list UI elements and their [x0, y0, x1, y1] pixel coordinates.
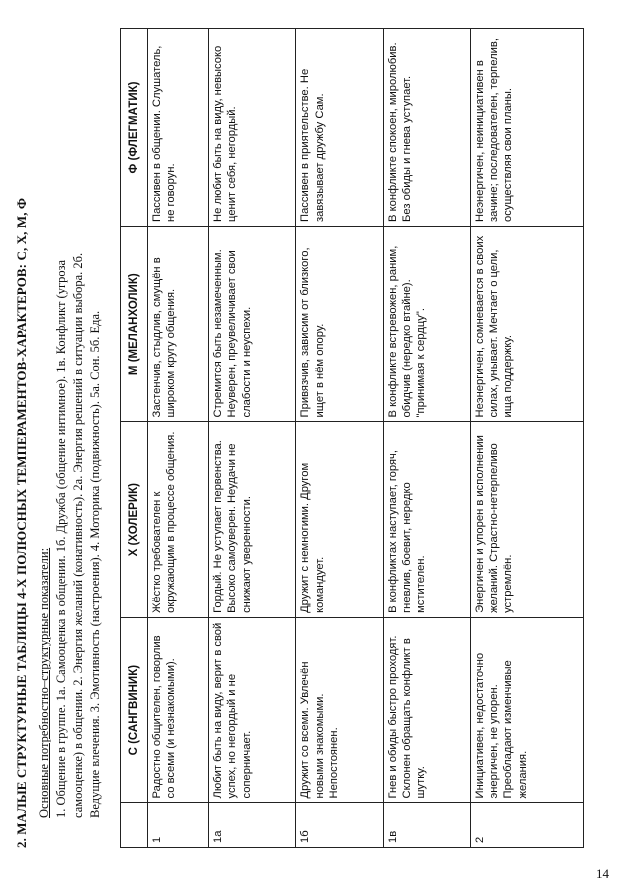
table-cell: Гордый. Не уступает первенства. Высоко самоуверен. Неудачи не снижают уверенности.	[209, 422, 296, 617]
row-label: 2	[470, 803, 583, 848]
table-cell: Энергичен и упорен в исполнении желаний. Страстно-нетерпеливо устремлён.	[470, 422, 583, 617]
row-label: 1	[148, 803, 209, 848]
temperament-table	[120, 28, 584, 848]
table-header-row	[121, 29, 148, 848]
table-row	[470, 29, 583, 848]
table-cell: Дружит со всеми. Увлечён новыми знакомыми. Непостоянен.	[296, 617, 383, 803]
header-cell-index	[121, 803, 148, 848]
row-label: 1б	[296, 803, 383, 848]
table-cell: Не любит быть на виду, невысоко ценит себя, негордый.	[209, 29, 296, 227]
row-label: 1в	[383, 803, 470, 848]
table-cell: Неэнергичен, сомневается в своих силах, унывает. Мечтает о цели, ища поддержку.	[470, 226, 583, 421]
table-cell: В конфликте встревожен, раним, обидчив (нередко втайне). "принимая к сердцу".	[383, 226, 470, 421]
table-row	[296, 29, 383, 848]
table-cell: Инициативен, недостаточно энергичен, не упорен. Преобладают изменчивые желания.	[470, 617, 583, 803]
table-cell: Радостно общителен, говорлив со всеми (и незнакомыми).	[148, 617, 209, 803]
header-cell-sanguine: С (САНГВИНИК)	[121, 617, 148, 803]
table-cell: Неэнергичен, неинициативен в зачине; последователен, терпелив, осуществляя свои планы.	[470, 29, 583, 227]
table-cell: Пассивен в приятельстве. Не завязывает дружбу Сам.	[296, 29, 383, 227]
table-row	[148, 29, 209, 848]
table-cell: В конфликте спокоен, миролюбив. Без обиды и гнева уступает.	[383, 29, 470, 227]
intro-line-3: самооценке) в общении. 2. Энергия желаний (конативность). 2а. Энергия решений в ситуации выбора. 2б.	[71, 252, 85, 818]
table-cell: Привязчив, зависим от близкого, ищет в нём опору.	[296, 226, 383, 421]
intro-line-4: Ведущие влечения. 3. Эмотивность (настроения). 4. Моторика (подвижность). 5а. Сон. 5б. Еда.	[88, 310, 102, 818]
section-heading: 2. МАЛЫЕ СТРУКТУРНЫЕ ТАБЛИЦЫ 4-Х ПОЛЮСНЫХ ТЕМПЕРАМЕНТОВ-ХАРАКТЕРОВ: С, Х, М, Ф	[14, 197, 29, 848]
table-cell: Застенчив, стыдлив, смущён в широком кругу общения.	[148, 226, 209, 421]
row-label: 1а	[209, 803, 296, 848]
table-cell: Пассивен в общении. Слушатель, не говорун.	[148, 29, 209, 227]
header-cell-phlegmatic: Ф (ФЛЕГМАТИК)	[121, 29, 148, 227]
table-cell: Любит быть на виду, верит в свой успех, но негордый и не соперничает.	[209, 617, 296, 803]
table-row	[383, 29, 470, 848]
table-cell: В конфликтах наступает, горяч, гневлив, боевит, нередко мстителен.	[383, 422, 470, 617]
page-number: 14	[596, 866, 609, 881]
table-cell: Жёстко требователен к окружающим в процессе общения.	[148, 422, 209, 617]
header-cell-melancholic: М (МЕЛАНХОЛИК)	[121, 226, 148, 421]
table-cell: Гнев и обиды быстро проходят. Склонен обращать конфликт в шутку.	[383, 617, 470, 803]
intro-line-1: Основные потребностно–структурные показатели:	[37, 547, 51, 818]
rotated-page-content	[14, 18, 584, 858]
table-cell: Стремится быть незамеченным. Неуверен, преувеличивает свои слабости и неуспехи.	[209, 226, 296, 421]
table-cell: Дружит с немногими. Другом командует.	[296, 422, 383, 617]
table-row	[209, 29, 296, 848]
intro-line-2: 1. Общение в группе. 1а. Самооценка в общении. 1б. Дружба (общение интимное). 1в. Конфликт (угроза	[54, 259, 68, 818]
header-cell-choleric: Х (ХОЛЕРИК)	[121, 422, 148, 617]
intro-paragraph	[36, 38, 104, 818]
